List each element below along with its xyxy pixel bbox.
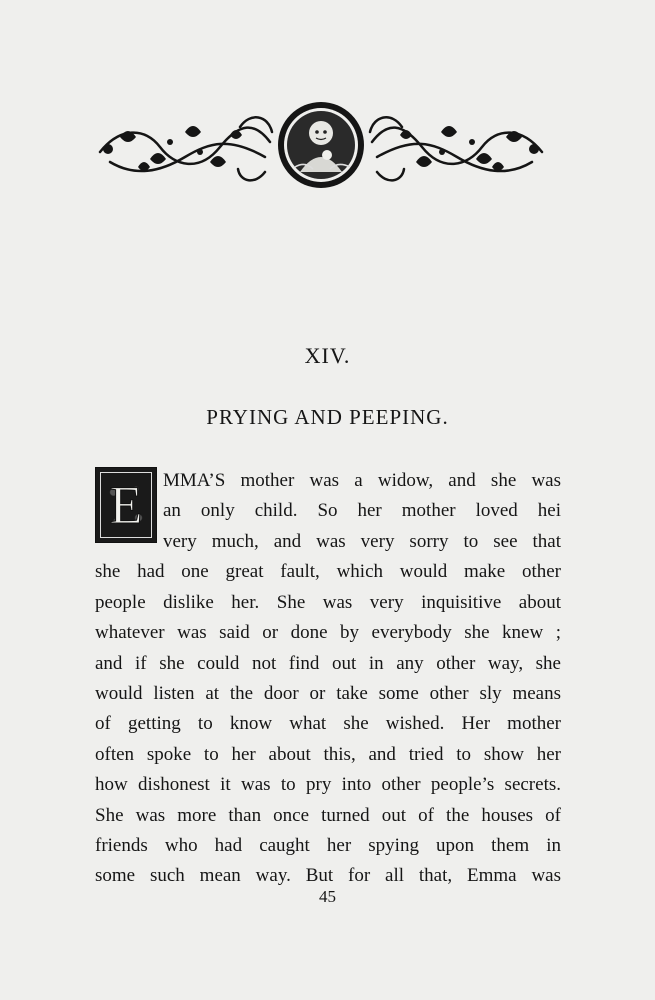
text-line: She was more than once turned out of the houses of (95, 805, 561, 826)
text-line: and if she could not find out in any other way, she (95, 653, 561, 674)
text-line: often spoke to her about this, and tried to show her (95, 744, 561, 765)
text-line: she had one great fault, which would make other (95, 561, 561, 582)
text-line: of getting to know what she wished. Her mother (95, 713, 561, 734)
text-line: MMA’S mother was a widow, and she was (163, 470, 561, 491)
chapter-number: XIV. (304, 343, 351, 368)
decorative-headpiece-icon (90, 97, 552, 193)
text-line: very much, and was very sorry to see that (163, 531, 561, 552)
chapter-title: PRYING AND PEEPING. (206, 405, 449, 429)
text-line: an only child. So her mother loved hei (163, 500, 561, 521)
text-line: some such mean way. But for all that, Emma was (95, 865, 561, 886)
text-line: how dishonest it was to pry into other people’s secrets. (95, 774, 561, 795)
page-number: 45 (319, 887, 336, 906)
text-line: people dislike her. She was very inquisitive about (95, 592, 561, 613)
text-line: would listen at the door or take some other sly means (95, 683, 561, 704)
drop-cap-initial (95, 467, 157, 543)
text-line: friends who had caught her spying upon them in (95, 835, 561, 856)
text-line: whatever was said or done by everybody she knew ; (95, 622, 561, 643)
drop-cap-letter: E (109, 475, 143, 535)
